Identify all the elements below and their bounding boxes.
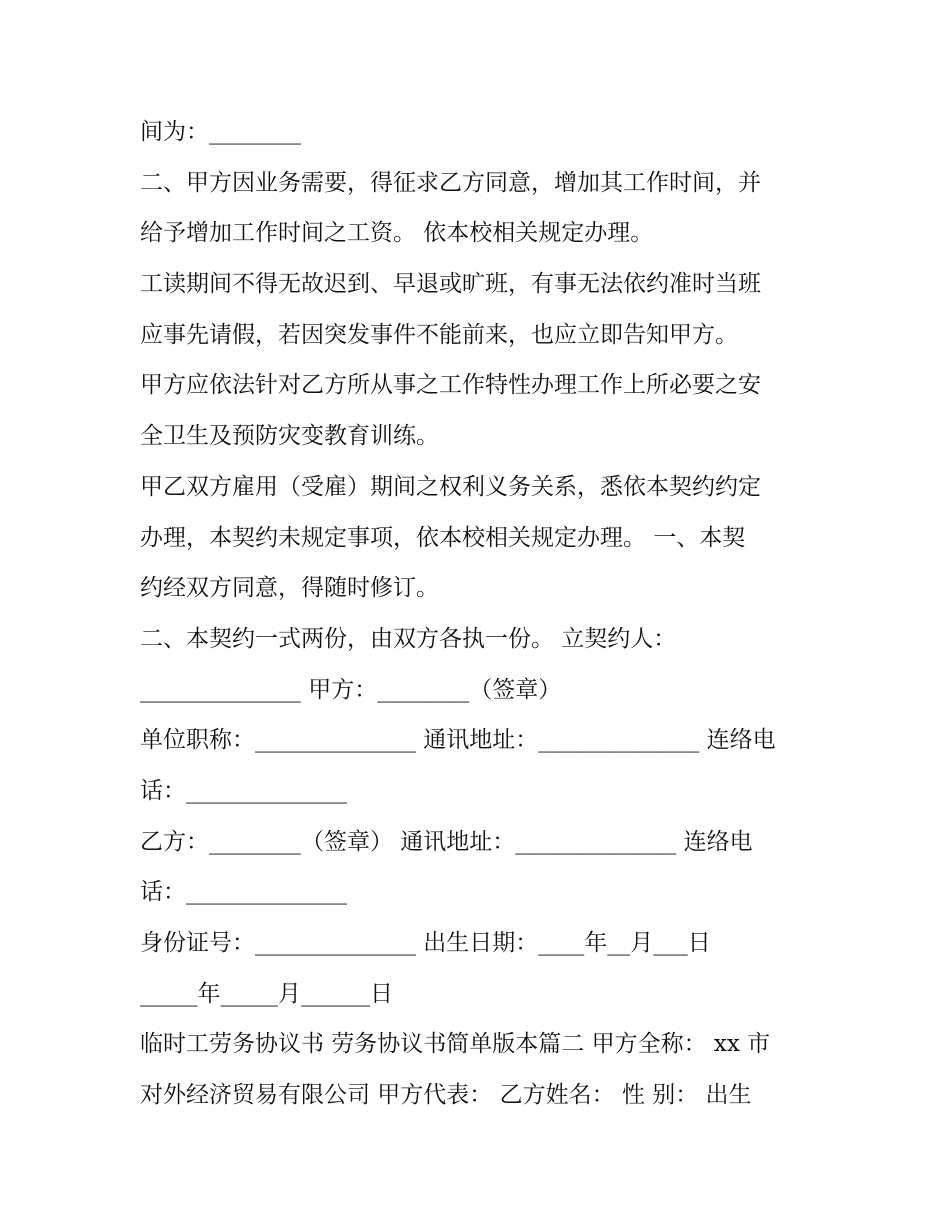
text-line: 二、本契约一式两份，由双方各执一份。 立契约人： bbox=[140, 625, 677, 652]
text-line: 应事先请假，若因突发事件不能前来，也应立即告知甲方。 bbox=[140, 321, 738, 348]
text-line: 甲乙双方雇用（受雇）期间之权利义务关系，悉依本契约约定 bbox=[140, 473, 761, 500]
text-line: 甲方应依法针对乙方所从事之工作特性办理工作上所必要之安 bbox=[140, 372, 761, 399]
text-line: 身份证号：______________ 出生日期：____年__月___日 bbox=[140, 930, 711, 956]
text-line: 办理，本契约未规定事项，依本校相关规定办理。 一、本契 bbox=[140, 524, 746, 551]
text-line: 给予增加工作时间之工资。 依本校相关规定办理。 bbox=[140, 220, 654, 247]
text-line: 工读期间不得无故迟到、早退或旷班，有事无法依约准时当班 bbox=[140, 271, 761, 298]
text-line: 二、甲方因业务需要，得征求乙方同意，增加其工作时间，并 bbox=[140, 169, 761, 196]
text-line: 临时工劳务协议书 劳务协议书简单版本篇二 甲方全称： xx 市 bbox=[140, 1031, 771, 1058]
text-line: 话：______________ bbox=[140, 777, 347, 804]
text-line: 约经双方同意，得随时修订。 bbox=[140, 575, 439, 602]
text-line: 乙方：________（签章） 通讯地址：______________ 连络电 bbox=[140, 828, 753, 855]
text-line: 单位职称：______________ 通讯地址：______________ 连络电 bbox=[140, 727, 776, 754]
signature-line: ______________ 甲方：________（签章） bbox=[140, 676, 562, 703]
text-line: 话：______________ bbox=[140, 879, 347, 906]
date-line: _____年_____月______日 bbox=[140, 980, 393, 1007]
document-body bbox=[140, 107, 820, 1121]
text-line: 间为：________ bbox=[140, 119, 301, 145]
text-line: 全卫生及预防灾变教育训练。 bbox=[140, 423, 439, 450]
text-line: 对外经济贸易有限公司 甲方代表： 乙方姓名： 性 别： 出生 bbox=[140, 1082, 752, 1109]
